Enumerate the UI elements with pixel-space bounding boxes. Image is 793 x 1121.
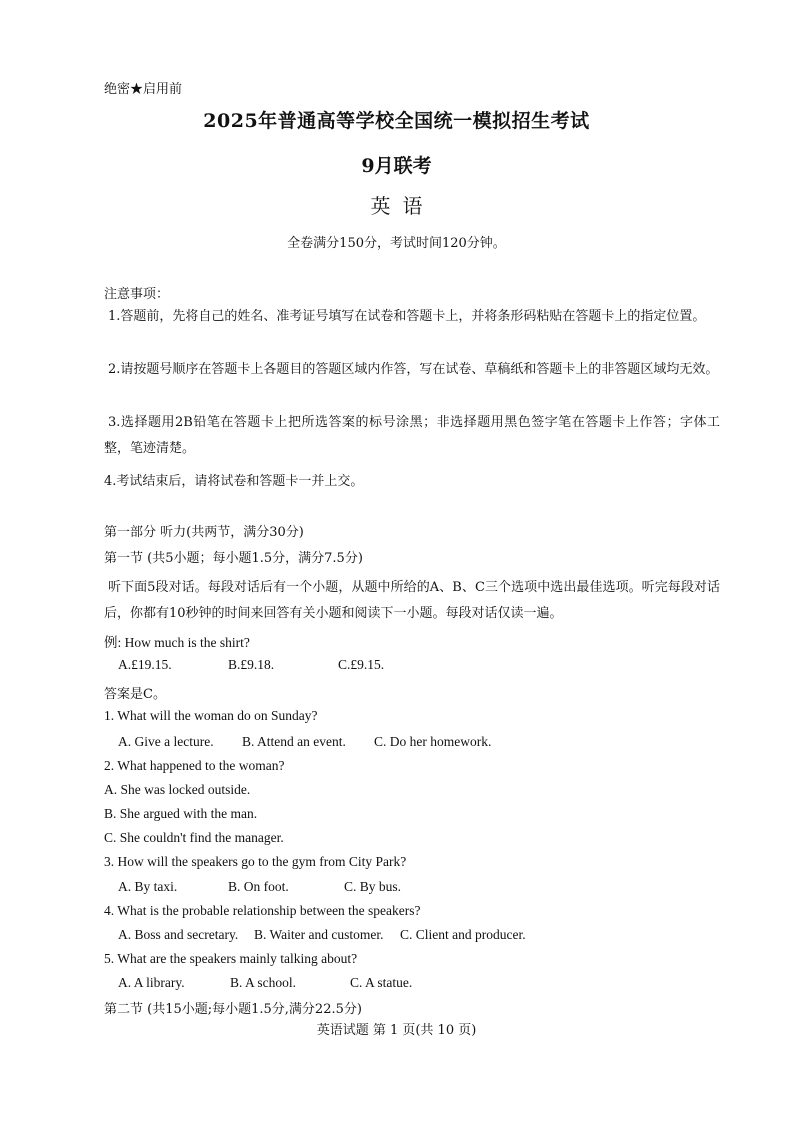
q4-option-c: C. Client and producer. (400, 927, 526, 942)
section2-heading: 第二节 (共15小题;每小题1.5分,满分22.5分) (104, 1002, 362, 1017)
example-option-b: B.£9.18. (228, 657, 275, 672)
q1-option-c: C. Do her homework. (374, 734, 492, 749)
q3-option-b: B. On foot. (228, 879, 289, 894)
q5-option-c: C. A statue. (350, 975, 413, 990)
question-2: 2. What happened to the woman? (104, 758, 285, 773)
question-3: 3. How will the speakers go to the gym from City Park? (104, 854, 407, 869)
subject-title: 英语 (370, 194, 435, 218)
page-footer: 英语试题 第 1 页(共 10 页) (316, 1023, 477, 1038)
q1-option-b: B. Attend an event. (242, 734, 346, 749)
q5-option-a: A. A library. (118, 975, 185, 990)
note-item-1: 1.答题前，先将自己的姓名、准考证号填写在试卷和答题卡上，并将条形码粘贴在答题卡上的指定位置。 (108, 309, 706, 324)
confidential-label: 绝密★启用前 (104, 82, 183, 97)
example-question: 例: How much is the shirt? (104, 635, 250, 650)
note-item-2: 2.请按题号顺序在答题卡上各题目的答题区域内作答，写在试卷、草稿纸和答题卡上的非答题区域均无效。 (108, 362, 719, 377)
question-4-options (118, 927, 526, 943)
notes-heading: 注意事项： (104, 287, 170, 302)
exam-title: 2025年普通高等学校全国统一模拟招生考试 (203, 110, 590, 132)
example-option-c: C.£9.15. (338, 657, 385, 672)
question-5: 5. What are the speakers mainly talking about? (104, 951, 358, 966)
q5-option-b: B. A school. (230, 975, 297, 990)
part1-heading: 第一部分 听力(共两节，满分30分) (104, 525, 304, 540)
question-1-options (118, 734, 491, 750)
example-options (118, 657, 384, 673)
q3-option-a: A. By taxi. (118, 879, 178, 894)
example-answer: 答案是C。 (104, 687, 166, 702)
note-item-4: 4.考试结束后，请将试卷和答题卡一并上交。 (104, 474, 364, 489)
q2-option-c: C. She couldn't find the manager. (104, 830, 284, 845)
note-item-3: 3.选择题用2B铅笔在答题卡上把所选答案的标号涂黑；非选择题用黑色签字笔在答题卡上作答；字体工整，笔迹清楚。 (104, 415, 720, 456)
question-1: 1. What will the woman do on Sunday? (104, 708, 318, 723)
example-option-a: A.£19.15. (118, 657, 172, 672)
q2-option-a: A. She was locked outside. (104, 782, 251, 797)
question-5-options (118, 975, 412, 991)
exam-subtitle: 9月联考 (361, 155, 432, 177)
section1-heading: 第一节 (共5小题；每小题1.5分，满分7.5分) (104, 551, 363, 566)
q3-option-c: C. By bus. (344, 879, 402, 894)
question-3-options (118, 879, 401, 895)
q1-option-a: A. Give a lecture. (118, 734, 214, 749)
q4-option-a: A. Boss and secretary. (118, 927, 239, 942)
question-4: 4. What is the probable relationship between the speakers? (104, 903, 421, 918)
listening-instructions: 听下面5段对话。每段对话后有一个小题，从题中所给的A、B、C三个选项中选出最佳选项。听完每段对话后，你都有10秒钟的时间来回答有关小题和阅读下一小题。每段对话仅读一遍。 (104, 580, 720, 621)
score-note: 全卷满分150分，考试时间120分钟。 (287, 236, 506, 251)
q4-option-b: B. Waiter and customer. (254, 927, 384, 942)
q2-option-b: B. She argued with the man. (104, 806, 258, 821)
